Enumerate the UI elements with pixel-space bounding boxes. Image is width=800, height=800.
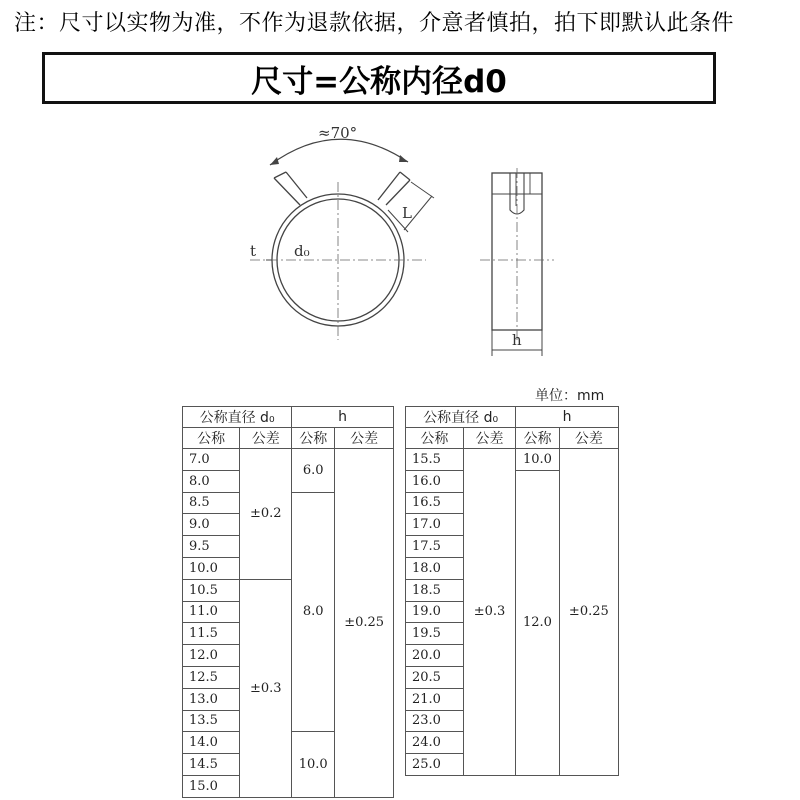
- spec-table-right: [405, 406, 619, 776]
- d0-value: 10.5: [183, 579, 240, 601]
- table-row: [183, 449, 394, 471]
- d0-value: 9.5: [183, 536, 240, 558]
- header-tolerance: 公差: [463, 428, 515, 449]
- thickness-label: t: [250, 242, 257, 260]
- header-nominal-diameter: 公称直径 d₀: [183, 407, 292, 428]
- left-lug: [274, 172, 307, 205]
- d0-value: 17.0: [406, 514, 464, 536]
- d0-value: 17.5: [406, 536, 464, 558]
- header-nominal: 公称: [516, 428, 559, 449]
- d0-value: 14.5: [183, 754, 240, 776]
- h-tolerance: ±0.25: [559, 449, 618, 776]
- header-tolerance: 公差: [335, 428, 394, 449]
- height-label: h: [512, 331, 522, 349]
- h-value: 10.0: [292, 732, 335, 797]
- h-value: 12.0: [516, 470, 559, 775]
- header-h: h: [516, 407, 619, 428]
- d0-value: 15.5: [406, 449, 464, 471]
- d0-tolerance: ±0.3: [463, 449, 515, 776]
- h-value: 8.0: [292, 492, 335, 732]
- length-label: L: [402, 204, 412, 222]
- d0-value: 13.5: [183, 710, 240, 732]
- d0-tolerance: ±0.3: [240, 579, 292, 797]
- d0-value: 16.0: [406, 470, 464, 492]
- d0-value: 24.0: [406, 732, 464, 754]
- h-value: 10.0: [516, 449, 559, 471]
- d0-value: 20.5: [406, 666, 464, 688]
- d0-value: 9.0: [183, 514, 240, 536]
- d0-value: 18.5: [406, 579, 464, 601]
- title-box: [42, 52, 716, 104]
- d0-value: 16.5: [406, 492, 464, 514]
- d0-value: 12.0: [183, 645, 240, 667]
- d0-value: 11.5: [183, 623, 240, 645]
- d0-value: 19.5: [406, 623, 464, 645]
- spec-table-left: [182, 406, 394, 798]
- header-nominal: 公称: [292, 428, 335, 449]
- h-value: 6.0: [292, 449, 335, 493]
- notice-text: 注：尺寸以实物为准，不作为退款依据，介意者慎拍，拍下即默认此条件: [14, 11, 735, 36]
- diameter-label: d₀: [294, 242, 310, 260]
- header-tolerance: 公差: [559, 428, 618, 449]
- unit-label: 单位：mm: [535, 388, 605, 404]
- d0-value: 14.0: [183, 732, 240, 754]
- d0-value: 23.0: [406, 710, 464, 732]
- header-tolerance: 公差: [240, 428, 292, 449]
- d0-value: 12.5: [183, 666, 240, 688]
- page-title: 尺寸=公称内径d0: [251, 63, 507, 100]
- d0-value: 15.0: [183, 775, 240, 797]
- d0-value: 8.0: [183, 470, 240, 492]
- header-nominal: 公称: [183, 428, 240, 449]
- d0-value: 21.0: [406, 688, 464, 710]
- header-nominal-diameter: 公称直径 d₀: [406, 407, 516, 428]
- header-nominal: 公称: [406, 428, 464, 449]
- d0-value: 10.0: [183, 557, 240, 579]
- table-row: [406, 449, 619, 471]
- d0-value: 18.0: [406, 557, 464, 579]
- h-tolerance: ±0.25: [335, 449, 394, 798]
- angle-label: ≈70°: [318, 124, 358, 142]
- angle-arc: [270, 139, 408, 165]
- d0-value: 8.5: [183, 492, 240, 514]
- d0-value: 25.0: [406, 754, 464, 776]
- side-view: [492, 173, 542, 330]
- clamp-diagram: [230, 110, 570, 370]
- d0-value: 20.0: [406, 645, 464, 667]
- d0-value: 11.0: [183, 601, 240, 623]
- d0-value: 13.0: [183, 688, 240, 710]
- header-h: h: [292, 407, 394, 428]
- d0-value: 7.0: [183, 449, 240, 471]
- d0-value: 19.0: [406, 601, 464, 623]
- d0-tolerance: ±0.2: [240, 449, 292, 580]
